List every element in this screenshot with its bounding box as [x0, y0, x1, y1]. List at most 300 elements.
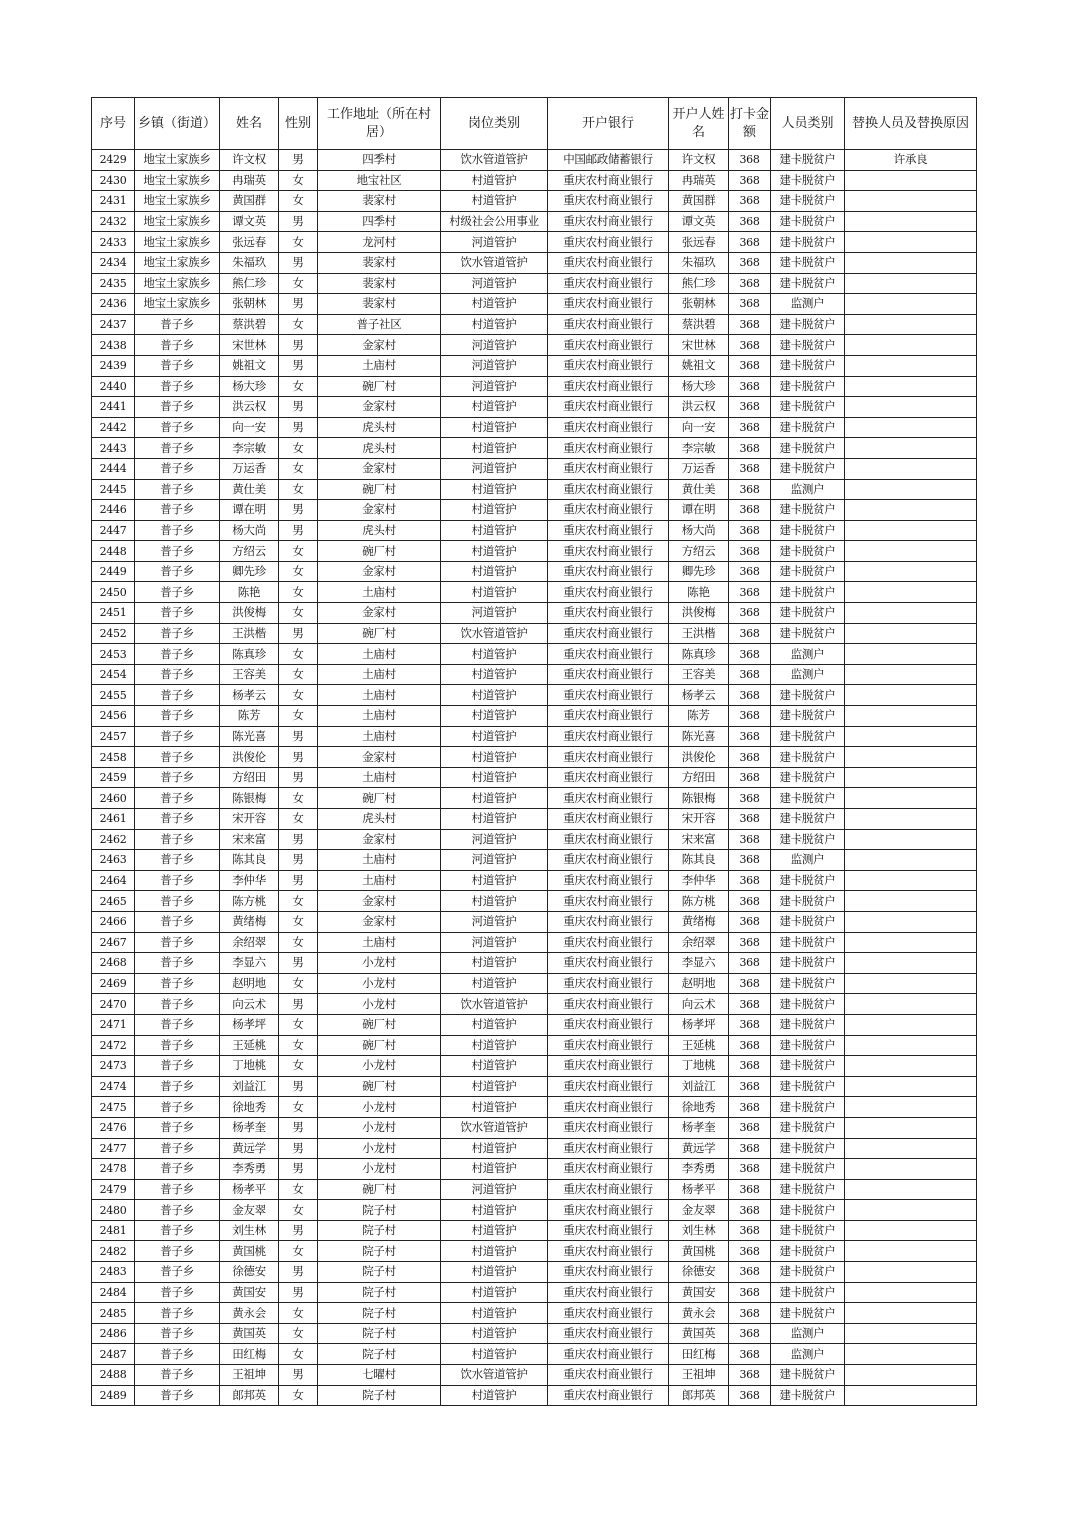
account-holder-cell: 朱福玖 [669, 252, 729, 273]
account-holder-cell: 杨孝奎 [669, 1117, 729, 1138]
gender-cell: 男 [279, 211, 318, 232]
work-address-cell: 院子村 [318, 1303, 441, 1324]
amount-cell: 368 [729, 458, 771, 479]
table-row [92, 335, 977, 356]
amount-cell: 368 [729, 1303, 771, 1324]
amount-cell: 368 [729, 1385, 771, 1406]
replacement-cell [845, 1056, 977, 1077]
gender-cell: 男 [279, 829, 318, 850]
bank-cell: 重庆农村商业银行 [548, 829, 669, 850]
replacement-cell: 许承良 [845, 150, 977, 171]
replacement-cell [845, 1159, 977, 1180]
amount-cell: 368 [729, 479, 771, 500]
gender-cell: 男 [279, 150, 318, 171]
amount-cell: 368 [729, 191, 771, 212]
serial-cell: 2448 [92, 541, 135, 562]
table-row [92, 232, 977, 253]
account-holder-cell: 陈方桃 [669, 891, 729, 912]
table-row [92, 932, 977, 953]
amount-cell: 368 [729, 829, 771, 850]
person-type-cell: 建卡脱贫户 [771, 1385, 845, 1406]
replacement-cell [845, 397, 977, 418]
name-cell: 杨大珍 [220, 376, 279, 397]
post-type-cell: 村道管护 [441, 1385, 548, 1406]
amount-cell: 368 [729, 1035, 771, 1056]
serial-cell: 2445 [92, 479, 135, 500]
serial-cell: 2452 [92, 623, 135, 644]
bank-cell: 重庆农村商业银行 [548, 294, 669, 315]
table-row [92, 1385, 977, 1406]
table-row [92, 397, 977, 418]
account-holder-cell: 陈真珍 [669, 644, 729, 665]
gender-cell: 男 [279, 1282, 318, 1303]
gender-cell: 女 [279, 1344, 318, 1365]
work-address-cell: 小龙村 [318, 973, 441, 994]
township-cell: 普子乡 [135, 1097, 220, 1118]
serial-cell: 2440 [92, 376, 135, 397]
name-cell: 姚祖文 [220, 355, 279, 376]
table-row [92, 500, 977, 521]
work-address-cell: 小龙村 [318, 1159, 441, 1180]
serial-cell: 2489 [92, 1385, 135, 1406]
post-type-cell: 村道管护 [441, 1303, 548, 1324]
post-type-cell: 村道管护 [441, 1138, 548, 1159]
gender-cell: 女 [279, 1323, 318, 1344]
table-row [92, 809, 977, 830]
account-holder-cell: 姚祖文 [669, 355, 729, 376]
serial-cell: 2455 [92, 685, 135, 706]
gender-cell: 女 [279, 170, 318, 191]
gender-cell: 女 [279, 1179, 318, 1200]
account-holder-cell: 黄仕美 [669, 479, 729, 500]
replacement-cell [845, 1220, 977, 1241]
amount-cell: 368 [729, 726, 771, 747]
replacement-cell [845, 1076, 977, 1097]
serial-cell: 2444 [92, 458, 135, 479]
amount-cell: 368 [729, 1262, 771, 1283]
amount-cell: 368 [729, 685, 771, 706]
table-row [92, 664, 977, 685]
name-cell: 赵明地 [220, 973, 279, 994]
replacement-cell [845, 417, 977, 438]
name-cell: 杨孝奎 [220, 1117, 279, 1138]
work-address-cell: 金家村 [318, 500, 441, 521]
name-cell: 余绍翠 [220, 932, 279, 953]
name-cell: 黄国安 [220, 1282, 279, 1303]
gender-cell: 女 [279, 809, 318, 830]
work-address-cell: 裴家村 [318, 252, 441, 273]
post-type-cell: 村道管护 [441, 685, 548, 706]
gender-cell: 女 [279, 644, 318, 665]
serial-cell: 2467 [92, 932, 135, 953]
name-cell: 杨孝云 [220, 685, 279, 706]
person-type-cell: 建卡脱贫户 [771, 932, 845, 953]
post-type-cell: 村道管护 [441, 1200, 548, 1221]
replacement-cell [845, 273, 977, 294]
table-row [92, 314, 977, 335]
gender-cell: 女 [279, 1241, 318, 1262]
gender-cell: 男 [279, 623, 318, 644]
person-type-cell: 建卡脱贫户 [771, 150, 845, 171]
amount-cell: 368 [729, 582, 771, 603]
bank-cell: 重庆农村商业银行 [548, 520, 669, 541]
work-address-cell: 碗厂村 [318, 1014, 441, 1035]
person-type-cell: 建卡脱贫户 [771, 767, 845, 788]
serial-cell: 2473 [92, 1056, 135, 1077]
serial-cell: 2442 [92, 417, 135, 438]
gender-cell: 女 [279, 788, 318, 809]
table-row [92, 788, 977, 809]
table-row [92, 520, 977, 541]
name-cell: 向一安 [220, 417, 279, 438]
township-cell: 普子乡 [135, 706, 220, 727]
replacement-cell [845, 355, 977, 376]
post-type-cell: 村道管护 [441, 1159, 548, 1180]
township-cell: 普子乡 [135, 644, 220, 665]
bank-cell: 重庆农村商业银行 [548, 1365, 669, 1386]
account-holder-cell: 李秀勇 [669, 1159, 729, 1180]
person-type-cell: 监测户 [771, 664, 845, 685]
serial-cell: 2479 [92, 1179, 135, 1200]
bank-cell: 重庆农村商业银行 [548, 1179, 669, 1200]
work-address-cell: 四季村 [318, 150, 441, 171]
name-cell: 陈方桃 [220, 891, 279, 912]
gender-cell: 男 [279, 850, 318, 871]
amount-cell: 368 [729, 1344, 771, 1365]
name-cell: 李仲华 [220, 870, 279, 891]
township-cell: 普子乡 [135, 1138, 220, 1159]
amount-cell: 368 [729, 788, 771, 809]
replacement-cell [845, 1365, 977, 1386]
replacement-cell [845, 335, 977, 356]
serial-cell: 2468 [92, 953, 135, 974]
replacement-cell [845, 1282, 977, 1303]
bank-cell: 重庆农村商业银行 [548, 561, 669, 582]
name-cell: 万运香 [220, 458, 279, 479]
township-cell: 普子乡 [135, 1365, 220, 1386]
township-cell: 普子乡 [135, 1303, 220, 1324]
post-type-cell: 河道管护 [441, 603, 548, 624]
township-cell: 普子乡 [135, 747, 220, 768]
township-cell: 普子乡 [135, 1159, 220, 1180]
header-amount: 打卡金额 [729, 98, 771, 150]
name-cell: 黄绪梅 [220, 911, 279, 932]
post-type-cell: 村道管护 [441, 870, 548, 891]
person-type-cell: 建卡脱贫户 [771, 973, 845, 994]
table-row [92, 1179, 977, 1200]
township-cell: 普子乡 [135, 355, 220, 376]
gender-cell: 男 [279, 500, 318, 521]
amount-cell: 368 [729, 252, 771, 273]
work-address-cell: 院子村 [318, 1241, 441, 1262]
township-cell: 普子乡 [135, 1056, 220, 1077]
name-cell: 陈真珍 [220, 644, 279, 665]
serial-cell: 2459 [92, 767, 135, 788]
township-cell: 地宝土家族乡 [135, 252, 220, 273]
account-holder-cell: 方绍云 [669, 541, 729, 562]
person-type-cell: 建卡脱贫户 [771, 953, 845, 974]
table-row [92, 1241, 977, 1262]
amount-cell: 368 [729, 1138, 771, 1159]
person-type-cell: 建卡脱贫户 [771, 335, 845, 356]
account-holder-cell: 向云术 [669, 994, 729, 1015]
post-type-cell: 村道管护 [441, 747, 548, 768]
table-row [92, 1323, 977, 1344]
post-type-cell: 村道管护 [441, 417, 548, 438]
account-holder-cell: 陈光喜 [669, 726, 729, 747]
amount-cell: 368 [729, 314, 771, 335]
person-type-cell: 监测户 [771, 644, 845, 665]
person-type-cell: 建卡脱贫户 [771, 397, 845, 418]
work-address-cell: 虎头村 [318, 809, 441, 830]
table-row [92, 767, 977, 788]
township-cell: 普子乡 [135, 664, 220, 685]
person-type-cell: 建卡脱贫户 [771, 623, 845, 644]
bank-cell: 重庆农村商业银行 [548, 644, 669, 665]
replacement-cell [845, 170, 977, 191]
amount-cell: 368 [729, 603, 771, 624]
account-holder-cell: 宋世林 [669, 335, 729, 356]
account-holder-cell: 杨孝平 [669, 1179, 729, 1200]
gender-cell: 男 [279, 870, 318, 891]
bank-cell: 重庆农村商业银行 [548, 170, 669, 191]
gender-cell: 男 [279, 417, 318, 438]
amount-cell: 368 [729, 850, 771, 871]
serial-cell: 2465 [92, 891, 135, 912]
account-holder-cell: 余绍翠 [669, 932, 729, 953]
person-type-cell: 建卡脱贫户 [771, 1220, 845, 1241]
table-row [92, 252, 977, 273]
account-holder-cell: 黄国英 [669, 1323, 729, 1344]
township-cell: 普子乡 [135, 953, 220, 974]
account-holder-cell: 黄绪梅 [669, 911, 729, 932]
work-address-cell: 小龙村 [318, 1056, 441, 1077]
township-cell: 普子乡 [135, 458, 220, 479]
serial-cell: 2475 [92, 1097, 135, 1118]
name-cell: 王洪楷 [220, 623, 279, 644]
person-type-cell: 监测户 [771, 1323, 845, 1344]
work-address-cell: 碗厂村 [318, 479, 441, 500]
replacement-cell [845, 973, 977, 994]
person-type-cell: 建卡脱贫户 [771, 809, 845, 830]
bank-cell: 重庆农村商业银行 [548, 809, 669, 830]
amount-cell: 368 [729, 1241, 771, 1262]
serial-cell: 2488 [92, 1365, 135, 1386]
amount-cell: 368 [729, 1014, 771, 1035]
gender-cell: 男 [279, 294, 318, 315]
name-cell: 徐德安 [220, 1262, 279, 1283]
township-cell: 普子乡 [135, 561, 220, 582]
header-gender: 性别 [279, 98, 318, 150]
amount-cell: 368 [729, 891, 771, 912]
table-row [92, 953, 977, 974]
post-type-cell: 村道管护 [441, 561, 548, 582]
work-address-cell: 院子村 [318, 1262, 441, 1283]
township-cell: 普子乡 [135, 335, 220, 356]
bank-cell: 重庆农村商业银行 [548, 685, 669, 706]
account-holder-cell: 谭在明 [669, 500, 729, 521]
table-row [92, 273, 977, 294]
work-address-cell: 小龙村 [318, 953, 441, 974]
amount-cell: 368 [729, 500, 771, 521]
header-work-address: 工作地址（所在村居） [318, 98, 441, 150]
account-holder-cell: 张朝林 [669, 294, 729, 315]
post-type-cell: 河道管护 [441, 850, 548, 871]
name-cell: 陈芳 [220, 706, 279, 727]
header-serial: 序号 [92, 98, 135, 150]
replacement-cell [845, 1262, 977, 1283]
serial-cell: 2485 [92, 1303, 135, 1324]
work-address-cell: 土庙村 [318, 582, 441, 603]
replacement-cell [845, 438, 977, 459]
table-row [92, 582, 977, 603]
gender-cell: 男 [279, 1220, 318, 1241]
name-cell: 黄国桃 [220, 1241, 279, 1262]
gender-cell: 女 [279, 1303, 318, 1324]
header-row [92, 98, 977, 150]
township-cell: 普子乡 [135, 376, 220, 397]
account-holder-cell: 杨孝云 [669, 685, 729, 706]
replacement-cell [845, 376, 977, 397]
township-cell: 普子乡 [135, 850, 220, 871]
work-address-cell: 碗厂村 [318, 1076, 441, 1097]
person-type-cell: 建卡脱贫户 [771, 1159, 845, 1180]
bank-cell: 重庆农村商业银行 [548, 417, 669, 438]
table-row [92, 1014, 977, 1035]
person-type-cell: 建卡脱贫户 [771, 1282, 845, 1303]
township-cell: 普子乡 [135, 726, 220, 747]
gender-cell: 女 [279, 603, 318, 624]
post-type-cell: 村道管护 [441, 500, 548, 521]
township-cell: 普子乡 [135, 397, 220, 418]
gender-cell: 女 [279, 932, 318, 953]
person-type-cell: 建卡脱贫户 [771, 582, 845, 603]
township-cell: 普子乡 [135, 603, 220, 624]
serial-cell: 2450 [92, 582, 135, 603]
serial-cell: 2474 [92, 1076, 135, 1097]
post-type-cell: 村级社会公用事业 [441, 211, 548, 232]
work-address-cell: 小龙村 [318, 994, 441, 1015]
replacement-cell [845, 314, 977, 335]
work-address-cell: 土庙村 [318, 767, 441, 788]
township-cell: 普子乡 [135, 1282, 220, 1303]
work-address-cell: 金家村 [318, 335, 441, 356]
township-cell: 普子乡 [135, 438, 220, 459]
person-type-cell: 监测户 [771, 850, 845, 871]
serial-cell: 2451 [92, 603, 135, 624]
bank-cell: 重庆农村商业银行 [548, 973, 669, 994]
bank-cell: 重庆农村商业银行 [548, 1282, 669, 1303]
post-type-cell: 村道管护 [441, 1241, 548, 1262]
name-cell: 杨孝坪 [220, 1014, 279, 1035]
bank-cell: 重庆农村商业银行 [548, 1097, 669, 1118]
amount-cell: 368 [729, 870, 771, 891]
bank-cell: 重庆农村商业银行 [548, 911, 669, 932]
serial-cell: 2483 [92, 1262, 135, 1283]
post-type-cell: 饮水管道管护 [441, 150, 548, 171]
name-cell: 郎邦英 [220, 1385, 279, 1406]
account-holder-cell: 黄远学 [669, 1138, 729, 1159]
amount-cell: 368 [729, 911, 771, 932]
account-holder-cell: 杨大尚 [669, 520, 729, 541]
work-address-cell: 普子社区 [318, 314, 441, 335]
name-cell: 杨大尚 [220, 520, 279, 541]
table-row [92, 891, 977, 912]
gender-cell: 男 [279, 994, 318, 1015]
post-type-cell: 饮水管道管护 [441, 1365, 548, 1386]
person-type-cell: 建卡脱贫户 [771, 232, 845, 253]
table-row [92, 1200, 977, 1221]
bank-cell: 重庆农村商业银行 [548, 252, 669, 273]
gender-cell: 女 [279, 314, 318, 335]
gender-cell: 女 [279, 1200, 318, 1221]
work-address-cell: 小龙村 [318, 1138, 441, 1159]
post-type-cell: 村道管护 [441, 1323, 548, 1344]
post-type-cell: 村道管护 [441, 582, 548, 603]
person-type-cell: 建卡脱贫户 [771, 911, 845, 932]
name-cell: 朱福玖 [220, 252, 279, 273]
person-type-cell: 建卡脱贫户 [771, 891, 845, 912]
work-address-cell: 金家村 [318, 891, 441, 912]
work-address-cell: 院子村 [318, 1282, 441, 1303]
gender-cell: 女 [279, 1014, 318, 1035]
gender-cell: 女 [279, 273, 318, 294]
person-type-cell: 建卡脱贫户 [771, 1117, 845, 1138]
amount-cell: 368 [729, 438, 771, 459]
township-cell: 普子乡 [135, 1385, 220, 1406]
account-holder-cell: 金友翠 [669, 1200, 729, 1221]
serial-cell: 2441 [92, 397, 135, 418]
serial-cell: 2471 [92, 1014, 135, 1035]
bank-cell: 重庆农村商业银行 [548, 191, 669, 212]
table-body [92, 150, 977, 1406]
table-row [92, 850, 977, 871]
account-holder-cell: 杨孝坪 [669, 1014, 729, 1035]
bank-cell: 重庆农村商业银行 [548, 1117, 669, 1138]
bank-cell: 重庆农村商业银行 [548, 335, 669, 356]
work-address-cell: 土庙村 [318, 706, 441, 727]
bank-cell: 重庆农村商业银行 [548, 850, 669, 871]
replacement-cell [845, 1014, 977, 1035]
bank-cell: 重庆农村商业银行 [548, 355, 669, 376]
header-account-holder: 开户人姓名 [669, 98, 729, 150]
township-cell: 普子乡 [135, 932, 220, 953]
name-cell: 陈其良 [220, 850, 279, 871]
account-holder-cell: 洪俊梅 [669, 603, 729, 624]
township-cell: 普子乡 [135, 623, 220, 644]
serial-cell: 2463 [92, 850, 135, 871]
amount-cell: 368 [729, 294, 771, 315]
work-address-cell: 金家村 [318, 397, 441, 418]
name-cell: 杨孝平 [220, 1179, 279, 1200]
amount-cell: 368 [729, 1117, 771, 1138]
serial-cell: 2432 [92, 211, 135, 232]
amount-cell: 368 [729, 706, 771, 727]
account-holder-cell: 李宗敏 [669, 438, 729, 459]
account-holder-cell: 宋开容 [669, 809, 729, 830]
bank-cell: 重庆农村商业银行 [548, 726, 669, 747]
table-row [92, 973, 977, 994]
person-type-cell: 建卡脱贫户 [771, 314, 845, 335]
gender-cell: 女 [279, 541, 318, 562]
bank-cell: 重庆农村商业银行 [548, 932, 669, 953]
post-type-cell: 河道管护 [441, 458, 548, 479]
table-row [92, 706, 977, 727]
name-cell: 丁地桃 [220, 1056, 279, 1077]
person-type-cell: 建卡脱贫户 [771, 870, 845, 891]
work-address-cell: 小龙村 [318, 1097, 441, 1118]
table-row [92, 1344, 977, 1365]
